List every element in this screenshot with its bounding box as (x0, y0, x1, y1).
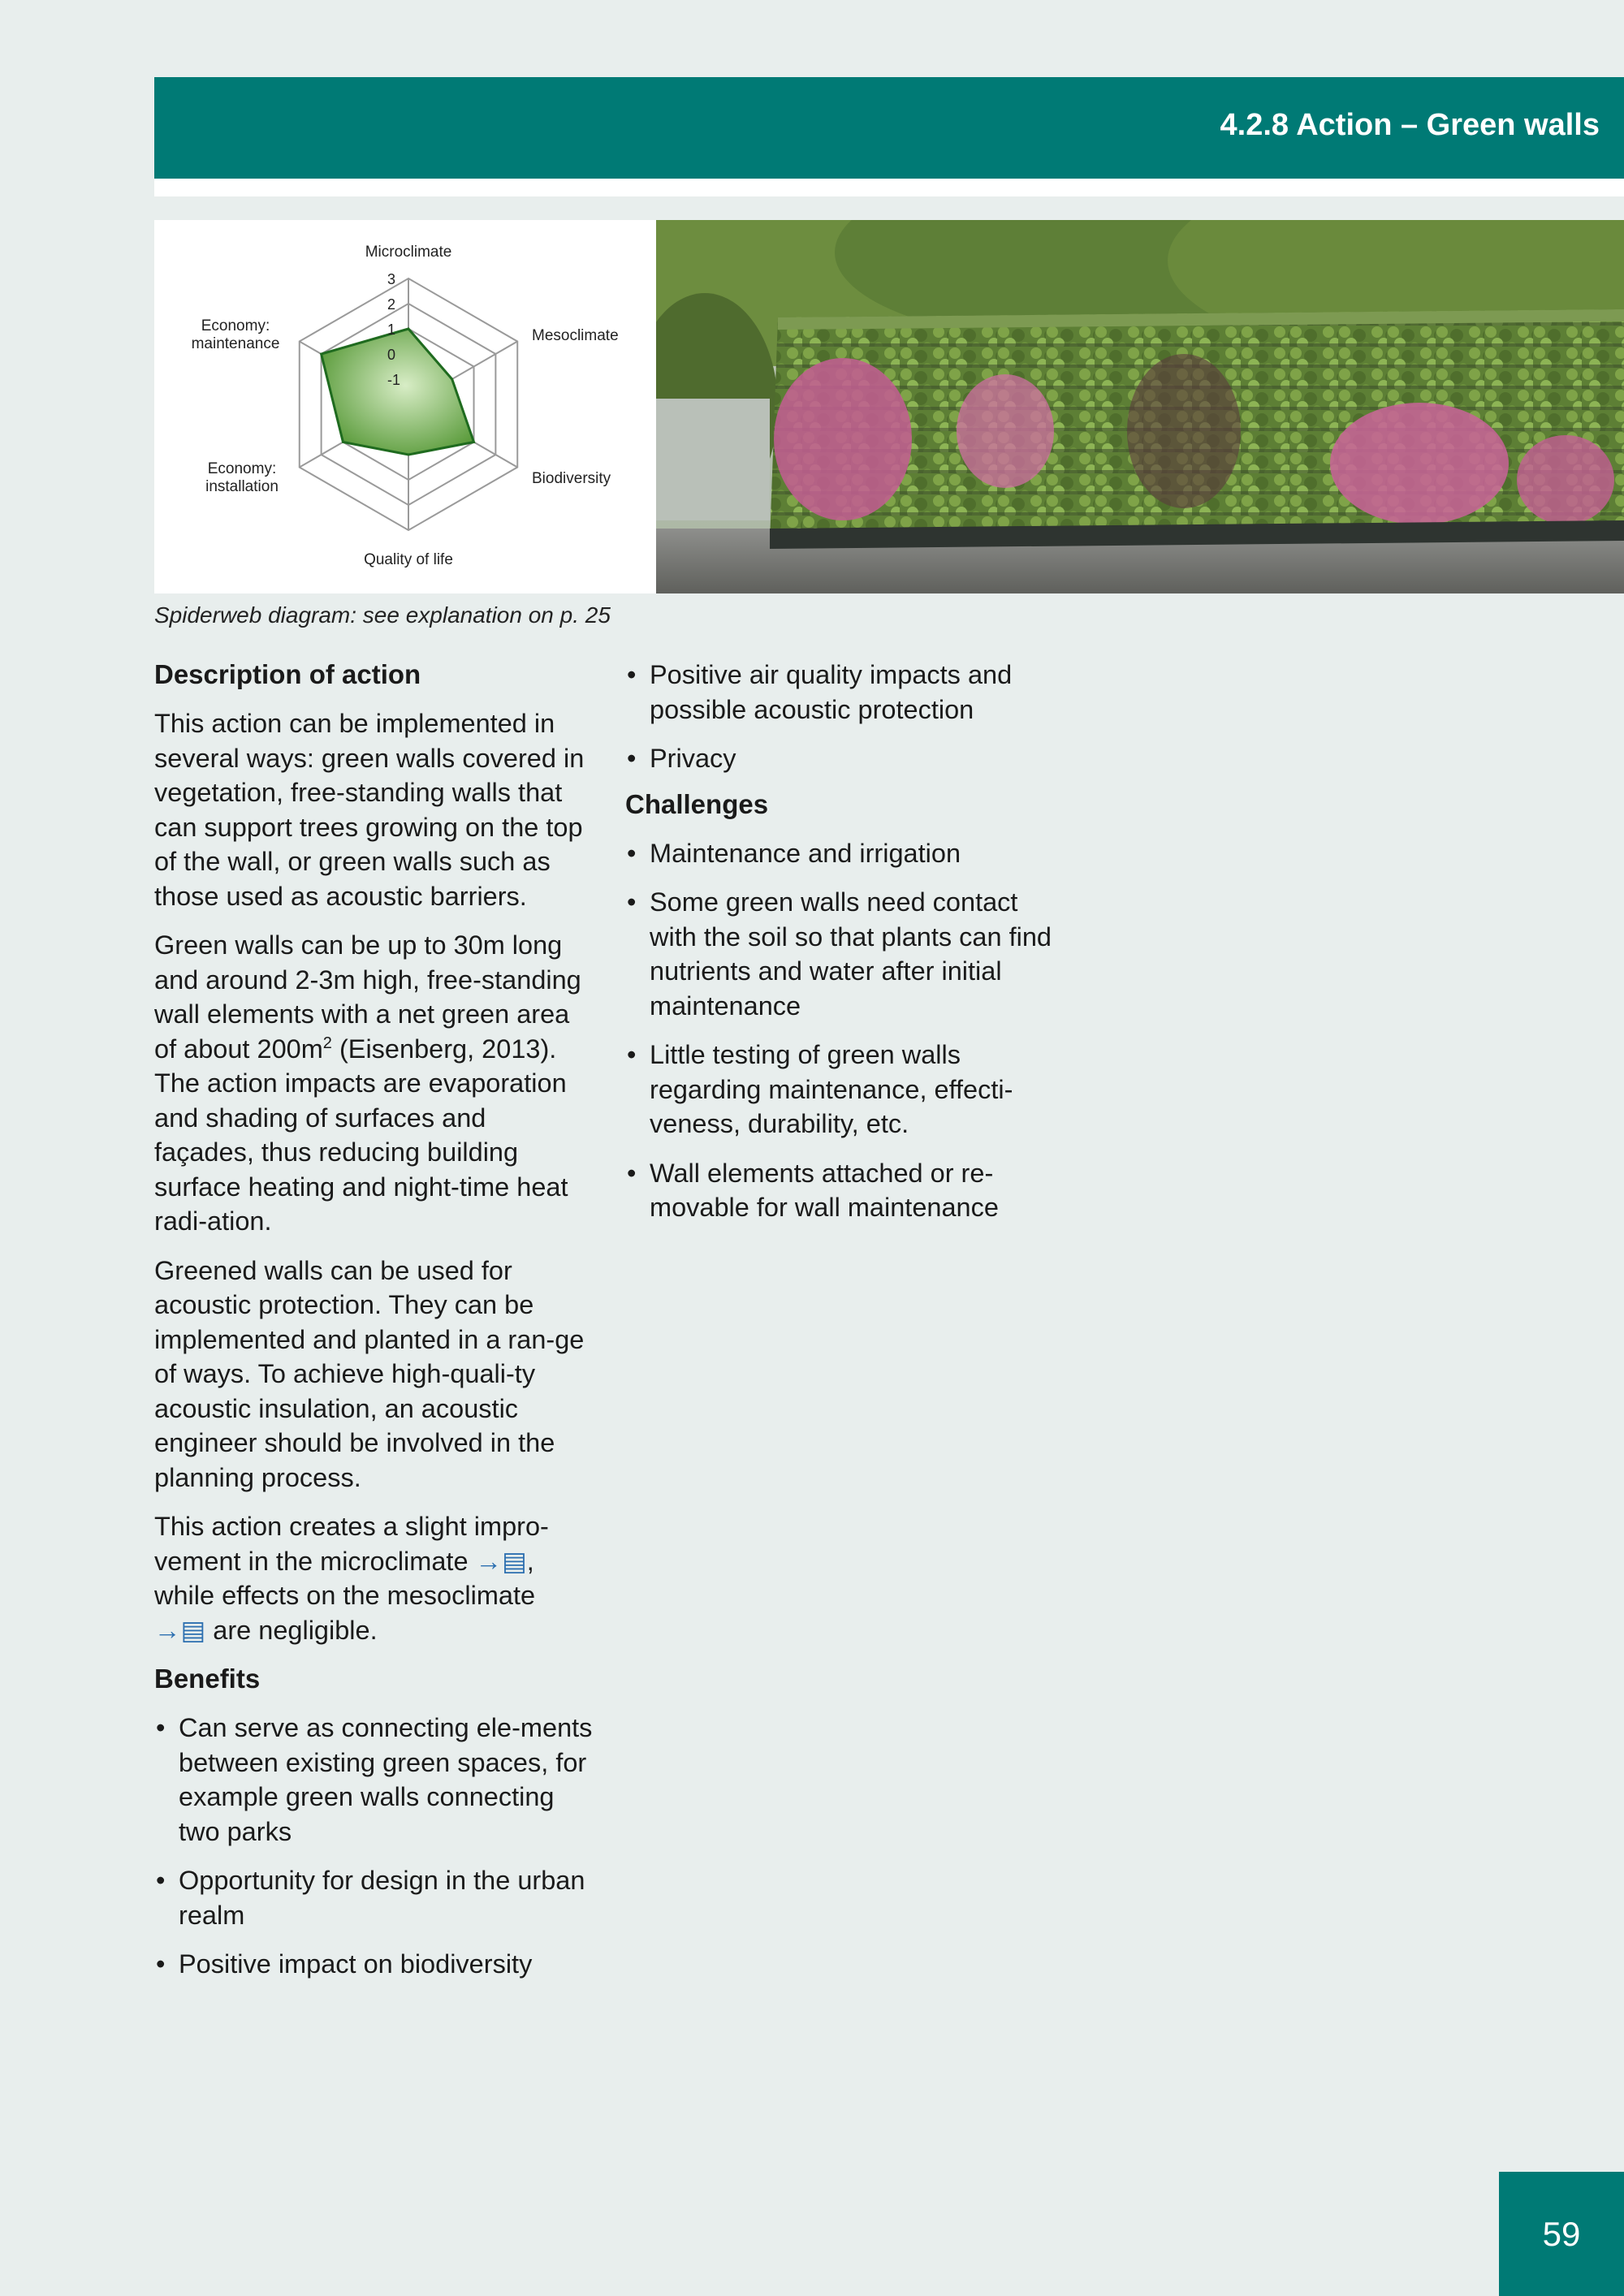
description-paragraph-4: This action creates a slight impro-vement in the microclimate →▤, while effects on the mesoclimate →▤ are negligible. (154, 1512, 549, 1645)
benefits-list-continued (625, 658, 1064, 776)
section-title: 4.2.8 Action – Green walls (1220, 108, 1600, 142)
left-column (154, 658, 593, 1996)
benefit-item: • Positive impact on biodiversity (154, 1947, 593, 1982)
page-number: 59 (1542, 2214, 1581, 2253)
spiderweb-chart (154, 220, 656, 593)
spider-scale-label: 1 (387, 322, 396, 338)
description-paragraph-3: Greened walls can be used for acoustic protection. They can be implemented and planted in a ran-ge of ways. To achieve high-quali-ty acoustic insulation, an acoustic engineer should be involved in the planning process. (154, 1255, 585, 1492)
green-wall-photo (656, 220, 1624, 593)
header-bar (154, 77, 1624, 179)
axis-label-economy-installation: Economy: installation (205, 460, 279, 495)
benefit-item: • Privacy (625, 741, 1064, 776)
description-paragraph-2: Green walls can be up to 30m long and around 2-3m high, free-standing wall elements with a net green area of about $200m^2$ (Eisenberg, 2013). The action impacts are evaporation and shading of surfaces and façades, thus reducing building surface heating and night-time heat radi-ation. (154, 930, 581, 1236)
benefit-item: • Can serve as connecting ele-ments between existing green spaces, for example green walls connecting two parks (154, 1711, 593, 1849)
spider-scale-label: -1 (387, 372, 401, 388)
right-column (625, 658, 1064, 1240)
spiderweb-diagram (154, 220, 656, 593)
benefit-item: • Positive air quality impacts and possible acoustic protection (625, 658, 1064, 727)
axis-label-economy-maintenance: Economy: maintenance (191, 317, 280, 352)
page-number-box (1499, 2172, 1624, 2296)
mesoclimate-link[interactable]: →▤ (154, 1615, 206, 1645)
description-paragraph-1: This action can be implemented in several ways: green walls covered in vegetation, free-standing walls that can support trees growing on the top of the wall, or green walls such as those used as acoustic barriers. (154, 709, 585, 911)
challenge-item: • Some green walls need contact with the soil so that plants can find nutrients and water after initial maintenance (625, 885, 1064, 1023)
benefits-list (154, 1711, 593, 1982)
challenges-list (625, 836, 1064, 1225)
spider-value-polygon (322, 329, 474, 455)
spider-scale-label: 3 (387, 271, 396, 287)
axis-label-biodiversity: Biodiversity (532, 470, 611, 487)
axis-label-microclimate: Microclimate (365, 244, 452, 261)
challenge-item: • Wall elements attached or re-movable for wall maintenance (625, 1156, 1064, 1225)
axis-label-mesoclimate: Mesoclimate (532, 327, 619, 344)
diagram-caption: Spiderweb diagram: see explanation on p. 25 (154, 602, 611, 628)
benefits-heading: Benefits (154, 1664, 261, 1694)
header-underline (154, 179, 1624, 196)
challenge-item: • Maintenance and irrigation (625, 836, 1064, 871)
microclimate-link[interactable]: →▤ (475, 1546, 527, 1576)
benefit-item: • Opportunity for design in the urban realm (154, 1863, 593, 1932)
challenge-item: • Little testing of green walls regarding maintenance, effecti-veness, durability, etc. (625, 1038, 1064, 1142)
description-heading: Description of action (154, 659, 421, 689)
axis-label-quality-of-life: Quality of life (364, 551, 453, 568)
challenges-heading: Challenges (625, 788, 769, 819)
spider-scale-label: 2 (387, 296, 396, 313)
spider-scale-label: 0 (387, 347, 396, 363)
